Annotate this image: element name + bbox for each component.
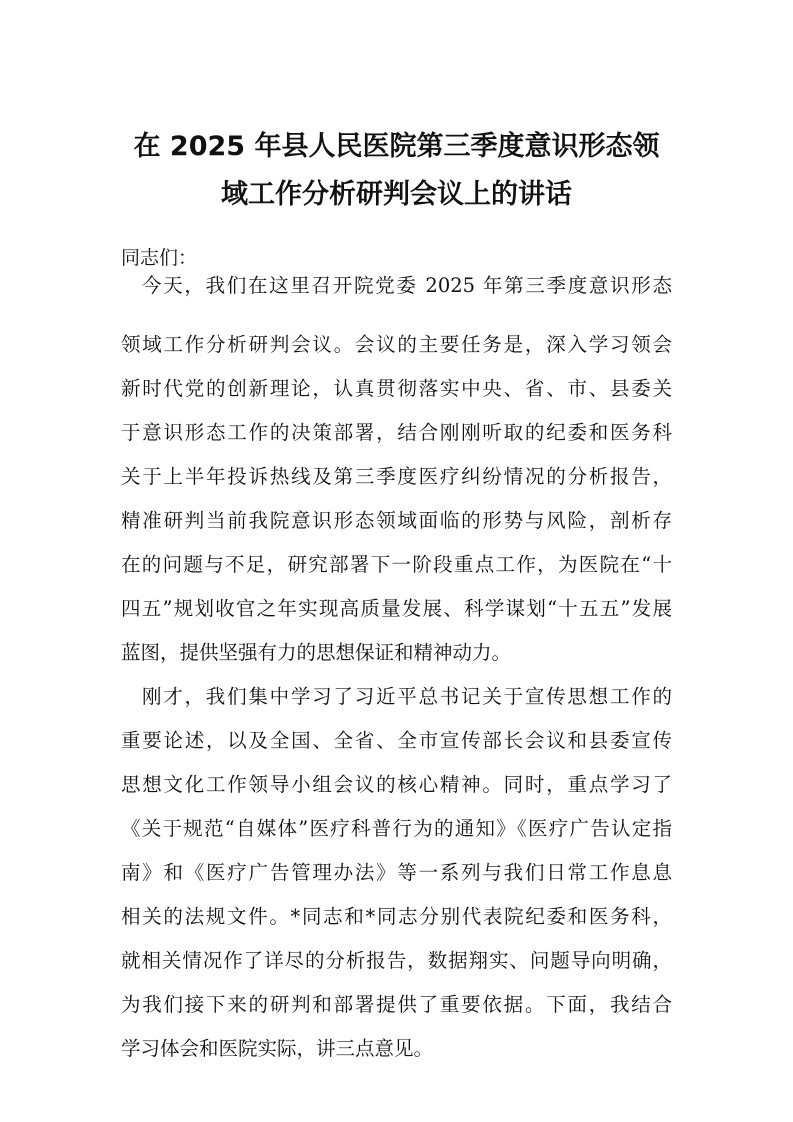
salutation: 同志们：: [121, 247, 198, 269]
paragraph-1-line: 今天，我们在这里召开院党委 2025 年第三季度意识形态: [142, 274, 672, 297]
paragraph-2-line: 学习体会和医院实际，讲三点意见。: [121, 1037, 434, 1060]
paragraph-2-line: 南》和《医疗广告管理办法》等一系列与我们日常工作息息: [121, 861, 672, 884]
paragraph-2-line: 就相关情况作了详尽的分析报告，数据翔实、问题导向明确，: [121, 949, 672, 972]
paragraph-1-line: 精准研判当前我院意识形态领域面临的形势与风险，剖析存: [121, 509, 672, 532]
paragraph-2-line: 重要论述，以及全国、全省、全市宣传部长会议和县委宣传: [121, 729, 672, 752]
document-title-line-2: 域工作分析研判会议上的讲话: [221, 179, 572, 210]
paragraph-1-line: 领域工作分析研判会议。会议的主要任务是，深入学习领会: [121, 333, 672, 356]
document-title-line-1: 在 2025 年县人民医院第三季度意识形态领: [133, 131, 660, 162]
paragraph-1-line: 关于上半年投诉热线及第三季度医疗纠纷情况的分析报告，: [121, 465, 672, 488]
paragraph-1-line: 于意识形态工作的决策部署，结合刚刚听取的纪委和医务科: [121, 421, 672, 444]
paragraph-1-line: 在的问题与不足，研究部署下一阶段重点工作，为医院在“十: [121, 553, 672, 576]
paragraph-1-line: 蓝图，提供坚强有力的思想保证和精神动力。: [121, 641, 512, 664]
paragraph-2-line: 《关于规范“自媒体”医疗科普行为的通知》《医疗广告认定指: [121, 817, 672, 840]
paragraph-2-line: 刚才，我们集中学习了习近平总书记关于宣传思想工作的: [142, 685, 672, 708]
paragraph-1-line: 新时代党的创新理论，认真贯彻落实中央、省、市、县委关: [121, 377, 672, 400]
paragraph-2-line: 为我们接下来的研判和部署提供了重要依据。下面，我结合: [121, 993, 672, 1016]
paragraph-2-line: 相关的法规文件。*同志和*同志分别代表院纪委和医务科，: [121, 905, 672, 928]
paragraph-2-line: 思想文化工作领导小组会议的核心精神。同时，重点学习了: [121, 773, 672, 796]
paragraph-1-line: 四五”规划收官之年实现高质量发展、科学谋划“十五五”发展: [121, 597, 672, 620]
